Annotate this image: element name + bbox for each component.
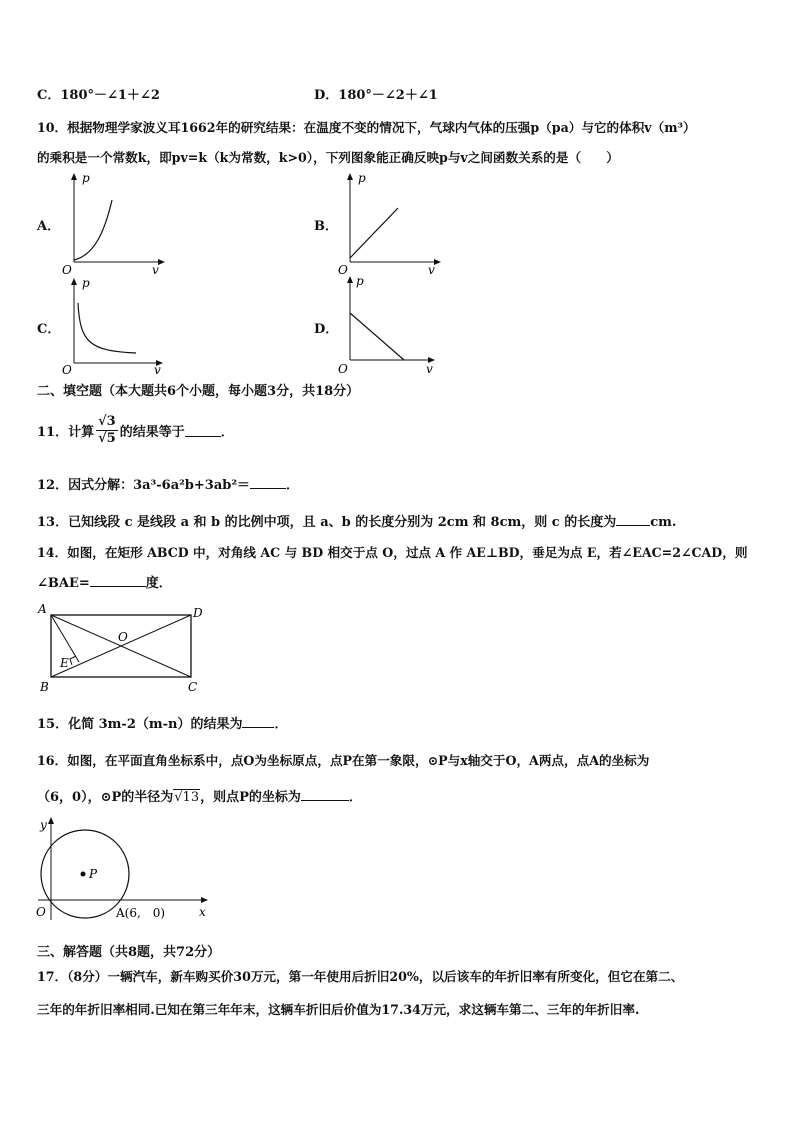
q14-rectangle-figure bbox=[36, 600, 212, 696]
q16-label-x: x bbox=[199, 905, 206, 919]
q12 bbox=[37, 474, 299, 493]
q14-line2-suffix: 度． bbox=[145, 576, 172, 591]
q16-line2-suffix: ，则点P的坐标为 bbox=[200, 790, 301, 805]
q11-fraction bbox=[96, 414, 118, 447]
q16-label-y: y bbox=[40, 818, 47, 832]
q10-graph-c bbox=[60, 273, 170, 378]
q11 bbox=[37, 412, 234, 448]
q13-text: 13．已知线段 c 是线段 a 和 b 的比例中项，且 a、b 的长度分别为 2cm 和 8cm，则 c 的长度为 bbox=[37, 515, 617, 530]
q10-option-c-label: C． bbox=[37, 322, 61, 337]
q15-answer-blank[interactable] bbox=[242, 715, 274, 728]
q10-graph-a-axis-v: v bbox=[152, 263, 159, 275]
q10-graph-b-axis-p: p bbox=[358, 171, 366, 185]
q14-label-o: O bbox=[118, 630, 128, 644]
q17-stem-line2: 三年的年折旧率相同.已知在第三年年末，这辆车折旧后价值为17.34万元，求这辆车第二、三年的年折旧率. bbox=[37, 1002, 640, 1017]
q10-graph-d-axis-p: p bbox=[356, 274, 364, 288]
q11-denominator: √5 bbox=[98, 430, 116, 446]
q13-end: cm. bbox=[650, 515, 677, 530]
q14-label-c: C bbox=[188, 680, 198, 694]
q9-option-c: C．180°－∠1＋∠2 bbox=[37, 88, 160, 103]
q10-graph-a bbox=[60, 170, 170, 275]
q10-option-a-label: A． bbox=[37, 219, 61, 234]
q16-label-p: P bbox=[89, 867, 98, 881]
q15 bbox=[37, 713, 287, 732]
q12-text: 12．因式分解：3a³-6a²b+3ab²＝ bbox=[37, 478, 251, 493]
q10-option-d-label: D． bbox=[314, 322, 339, 337]
q10-graph-b-origin: O bbox=[338, 263, 348, 275]
q16-end: ． bbox=[348, 790, 362, 805]
q17-stem-line1: 17．（8分）一辆汽车，新车购买价30万元，第一年使用后折旧20%，以后该车的年折旧率有所变化，但它在第二、 bbox=[37, 969, 684, 984]
q13 bbox=[37, 511, 676, 530]
section2-title: 二、填空题（本大题共6个小题，每小题3分，共18分） bbox=[37, 384, 360, 399]
q14-stem-line2 bbox=[37, 572, 172, 591]
q10-graph-d-axis-v: v bbox=[426, 362, 433, 376]
q10-stem-line2: 的乘积是一个常数k，即pv=k（k为常数，k>0），下列图象能正确反映p与v之间函数关系的是（ ） bbox=[37, 150, 619, 165]
q10-graph-d bbox=[336, 273, 446, 378]
q11-end: ． bbox=[220, 424, 234, 440]
q14-label-b: B bbox=[40, 680, 49, 694]
q9-option-d: D．180°－∠2＋∠1 bbox=[314, 88, 438, 103]
q11-prefix: 11．计算 bbox=[37, 424, 95, 440]
q10-graph-b-axis-v: v bbox=[428, 263, 435, 275]
q14-answer-blank[interactable] bbox=[90, 574, 146, 587]
q10-graph-c-origin: O bbox=[62, 363, 72, 377]
q16-line2-prefix: （6，0），⊙P的半径为 bbox=[37, 790, 174, 805]
q16-label-a: A(6, 0) bbox=[116, 906, 166, 920]
q14-label-d: D bbox=[193, 606, 203, 620]
q14-label-a: A bbox=[38, 602, 47, 616]
q16-answer-blank[interactable] bbox=[301, 788, 349, 801]
q14-line2-prefix: ∠BAE= bbox=[37, 576, 90, 591]
q16-label-o: O bbox=[36, 905, 46, 919]
q16-radius: √13 bbox=[174, 790, 200, 805]
section3-title: 三、解答题（共8题，共72分） bbox=[37, 945, 221, 960]
q10-graph-c-axis-v: v bbox=[154, 363, 161, 377]
q10-graph-b bbox=[336, 170, 446, 275]
q12-answer-blank[interactable] bbox=[250, 476, 286, 489]
q10-graph-a-origin: O bbox=[62, 263, 72, 275]
q14-stem-line1: 14．如图，在矩形 ABCD 中，对角线 AC 与 BD 相交于点 O，过点 A 作 AE⊥BD，垂足为点 E，若∠EAC=2∠CAD，则 bbox=[37, 545, 748, 560]
q12-end: ． bbox=[286, 478, 300, 493]
q10-graph-a-axis-p: p bbox=[82, 171, 90, 185]
q11-answer-blank[interactable] bbox=[185, 424, 221, 437]
q10-graph-c-axis-p: p bbox=[82, 276, 90, 290]
q11-numerator: √3 bbox=[98, 413, 116, 429]
q15-text: 15．化简 3m-2（m-n）的结果为 bbox=[37, 717, 243, 732]
q11-suffix: 的结果等于 bbox=[119, 424, 185, 440]
q10-option-b-label: B． bbox=[314, 219, 338, 234]
q10-graph-d-origin: O bbox=[338, 362, 348, 376]
q15-end: ． bbox=[274, 717, 288, 732]
q14-label-e: E bbox=[60, 656, 69, 670]
q16-stem-line1: 16．如图，在平面直角坐标系中，点O为坐标原点，点P在第一象限，⊙P与x轴交于O，A两点，点A的坐标为 bbox=[37, 753, 650, 768]
q10-stem-line1: 10．根据物理学家波义耳1662年的研究结果：在温度不变的情况下，气球内气体的压强p（pa）与它的体积v（m³） bbox=[37, 120, 696, 135]
q16-stem-line2 bbox=[37, 786, 362, 805]
q16-circle-figure bbox=[30, 813, 220, 928]
q13-answer-blank[interactable] bbox=[616, 513, 650, 526]
